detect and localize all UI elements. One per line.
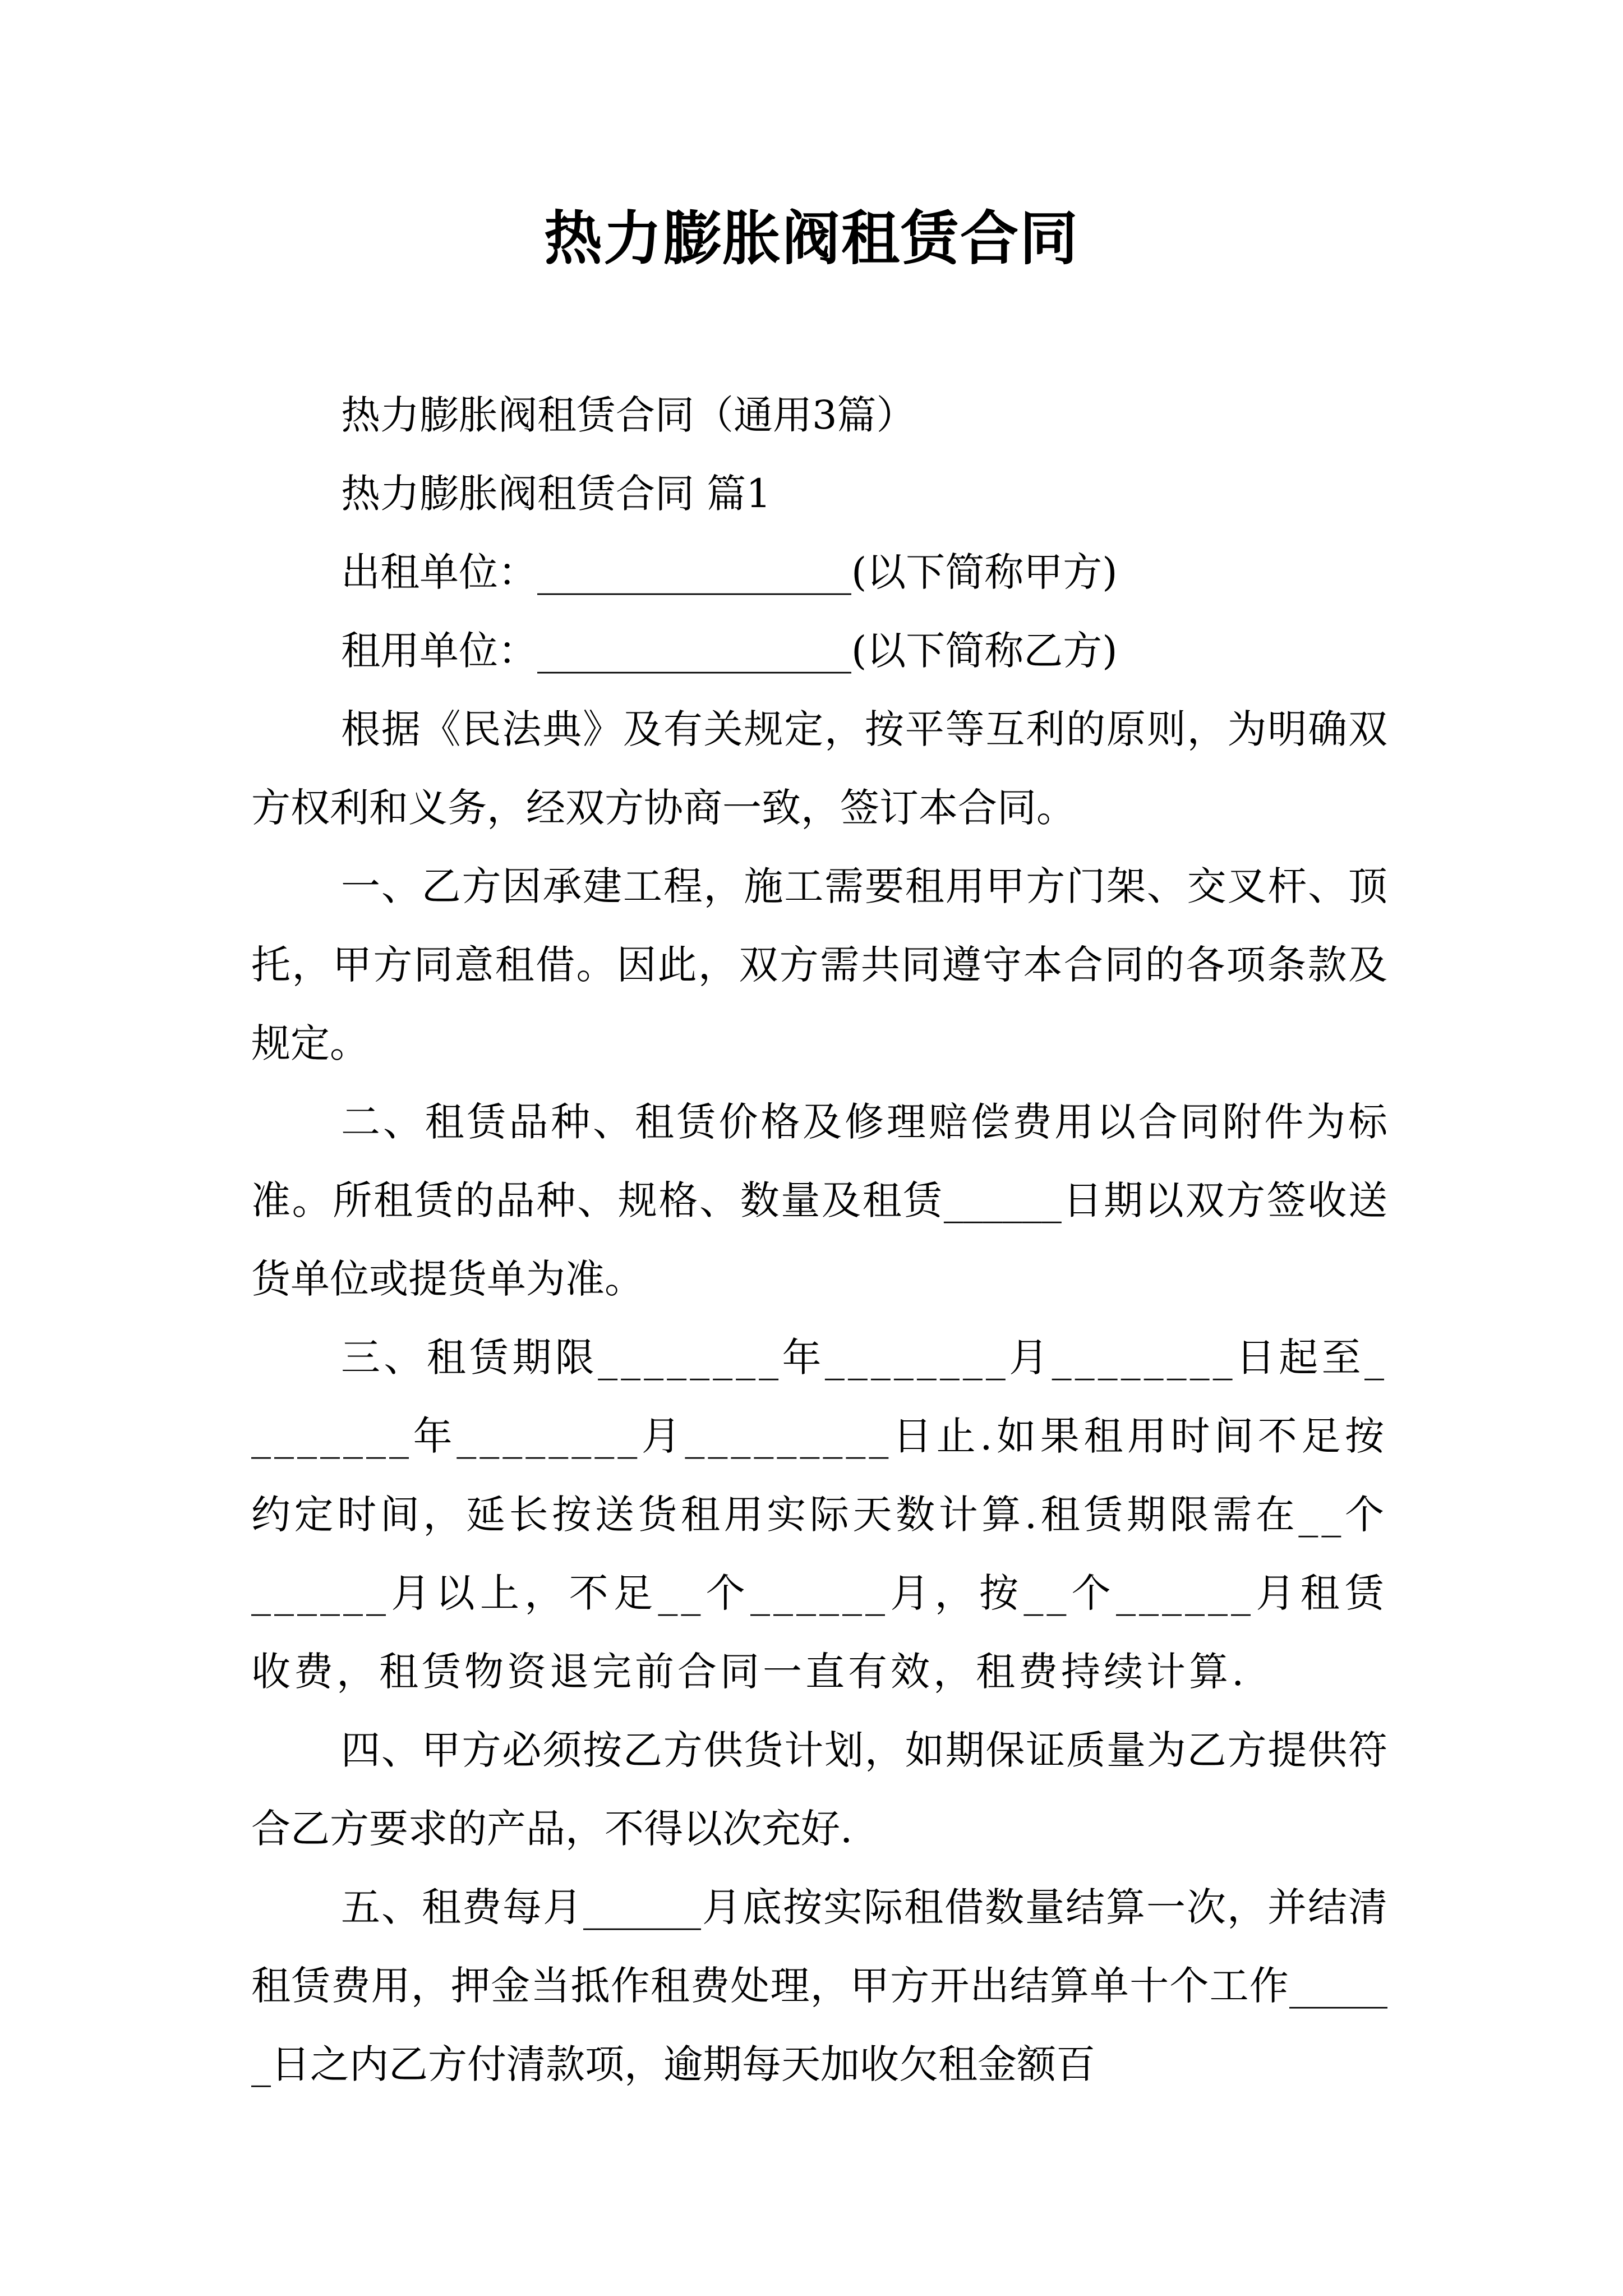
paragraph-lessee: 租用单位：________________(以下简称乙方) (341, 628, 1118, 674)
paragraph-lessor: 出租单位：________________(以下简称甲方) (341, 549, 1118, 595)
paragraph-preamble: 根据《民法典》及有关规定，按平等互利的原则，为明确双方权利和义务，经双方协商一致，签订本合同。 (251, 706, 1387, 831)
paragraph-section-heading: 热力膨胀阀租赁合同 篇1 (341, 471, 771, 517)
paragraph-subtitle: 热力膨胀阀租赁合同（通用3篇） (341, 392, 916, 438)
paragraph-clause-2: 二、租赁品种、租赁价格及修理赔偿费用以合同附件为标准。所租赁的品种、规格、数量及租赁______日期以双方签收送货单位或提货单为准。 (251, 1099, 1387, 1302)
paragraph-clause-3: 三、租赁期限________年________月________日起至________年________月_________日止.如果租用时间不足按约定时间，延长按送货租用实际天数计算.租赁期限需在__个______月以上，不足__个______月，按__个______月租赁收费，租赁物资退完前合同一直有效，租费持续计算. (251, 1335, 1387, 1695)
paragraph-clause-5: 五、租费每月______月底按实际租借数量结算一次，并结清租赁费用，押金当抵作租费处理，甲方开出结算单十个工作______日之内乙方付清款项，逾期每天加收欠租金额百 (251, 1884, 1387, 2087)
document-title: 热力膨胀阀租赁合同 (543, 204, 1079, 273)
document-body (251, 376, 1387, 2104)
paragraph-clause-1: 一、乙方因承建工程，施工需要租用甲方门架、交叉杆、顶托，甲方同意租借。因此，双方需共同遵守本合同的各项条款及规定。 (251, 863, 1387, 1066)
paragraph-clause-4: 四、甲方必须按乙方供货计划，如期保证质量为乙方提供符合乙方要求的产品，不得以次充好. (251, 1727, 1387, 1852)
